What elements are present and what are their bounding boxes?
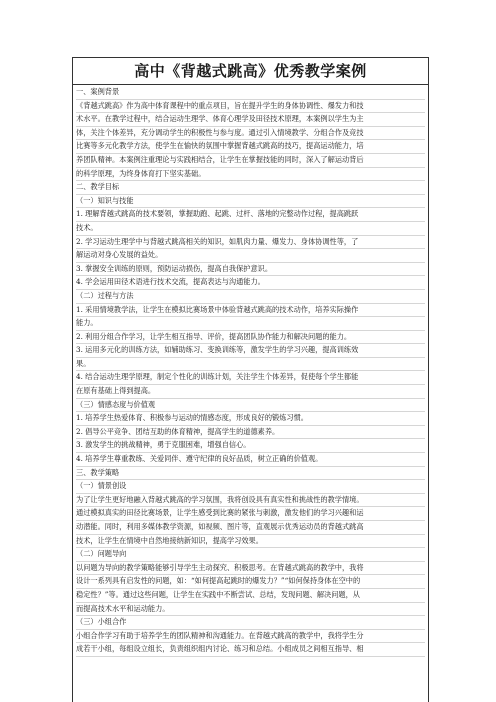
document-page [72,57,429,702]
document-line: 动潜能。同时，利用多媒体教学资源，如视频、图片等，直观展示优秀运动员的背越式跳高 [76,521,425,535]
document-line: 3. 激发学生的挑战精神，勇于克服困难，增强自信心。 [76,439,425,453]
document-line: 为了让学生更好地融入背越式跳高的学习氛围，我将创设具有真实性和挑战性的教学情境。 [76,494,425,508]
document-line: （三）情感态度与价值观 [76,399,425,413]
document-line: 果。 [76,358,425,372]
document-line: 1. 采用情境教学法，让学生在模拟比赛场景中体验背越式跳高的技术动作，培养实际操作 [76,304,425,318]
document-line: 成若干小组，每组设立组长，负责组织组内讨论、练习和总结。小组成员之间相互指导、相 [76,643,425,657]
document-line: 一、案例背景 [76,86,425,100]
document-line: 术水平。在教学过程中，结合运动生理学、体育心理学及田径技术原理，本案例以学生为主 [76,113,425,127]
document-line: 解运动对身心发展的益处。 [76,249,425,263]
document-line: 2. 利用分组合作学习，让学生相互指导、评价，提高团队协作能力和解决问题的能力。 [76,331,425,345]
document-line: 通过模拟真实的田径比赛场景，让学生感受到比赛的紧张与刺激，激发他们的学习兴趣和运 [76,507,425,521]
document-line: 体，关注个体差异，充分调动学生的积极性与参与度。通过引入情境教学、分组合作及竞技 [76,127,425,141]
document-line: 三、教学策略 [76,467,425,481]
document-line: 比赛等多元化教学方法，使学生在愉快的氛围中掌握背越式跳高的技巧，提高运动能力，培 [76,140,425,154]
document-line: （三）小组合作 [76,616,425,630]
document-line: 的科学原理，为终身体育打下坚实基础。 [76,168,425,182]
document-body [73,85,428,657]
document-line: （一）情景创设 [76,480,425,494]
document-line: （二）过程与方法 [76,290,425,304]
document-line: 1. 培养学生热爱体育、积极参与运动的情感态度，形成良好的锻炼习惯。 [76,412,425,426]
document-line: 小组合作学习有助于培养学生的团队精神和沟通能力。在背越式跳高的教学中，我将学生分 [76,630,425,644]
document-line: 2. 学习运动生理学中与背越式跳高相关的知识，如肌肉力量、爆发力、身体协调性等，了 [76,236,425,250]
document-line: 稳定性？”等。通过这些问题，让学生在实践中不断尝试、总结，发现问题、解决问题，从 [76,589,425,603]
document-line: 以问题为导向的教学策略能够引导学生主动探究、积极思考。在背越式跳高的教学中，我将 [76,562,425,576]
document-line: 4. 学会运用田径术语进行技术交流，提高表达与沟通能力。 [76,276,425,290]
document-line: 4. 培养学生尊重教练、关爱同伴、遵守纪律的良好品质，树立正确的价值观。 [76,453,425,467]
document-line: 技术，让学生在情境中自然地接纳新知识，提高学习效果。 [76,535,425,549]
document-line: 技术。 [76,222,425,236]
document-line: 二、教学目标 [76,181,425,195]
document-line: （二）问题导向 [76,548,425,562]
document-line: 而提高技术水平和运动能力。 [76,603,425,617]
document-line: 在原有基础上得到提高。 [76,385,425,399]
document-line: 2. 倡导公平竞争、团结互助的体育精神，提高学生的道德素养。 [76,426,425,440]
document-line: （一）知识与技能 [76,195,425,209]
document-line: 《背越式跳高》作为高中体育课程中的重点项目，旨在提升学生的身体协调性、爆发力和技 [76,100,425,114]
document-line: 养团队精神。本案例注重理论与实践相结合，让学生在掌握技能的同时，深入了解运动背后 [76,154,425,168]
document-line: 1. 理解背越式跳高的技术要领，掌握助跑、起跳、过杆、落地的完整动作过程，提高跳跃 [76,208,425,222]
document-line: 3. 运用多元化的训练方法，如辅助练习、变换训练等，激发学生的学习兴趣，提高训练效 [76,344,425,358]
document-line: 3. 掌握安全训练的原则，预防运动损伤，提高自我保护意识。 [76,263,425,277]
document-line: 能力。 [76,317,425,331]
document-line: 4. 结合运动生理学原理，制定个性化的训练计划，关注学生个体差异，促使每个学生都能 [76,371,425,385]
document-title: 高中《背越式跳高》优秀教学案例 [73,58,428,85]
document-line: 设计一系列具有启发性的问题，如：“如何提高起跳时的爆发力？”“如何保持身体在空中的 [76,575,425,589]
